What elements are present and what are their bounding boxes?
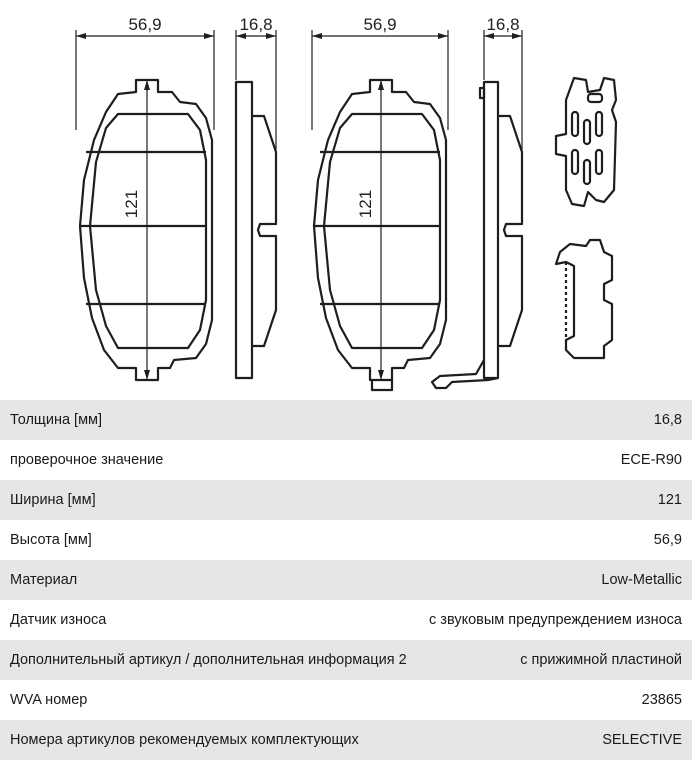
- spec-label: Материал: [10, 572, 78, 588]
- spec-value: с звуковым предупреждением износа: [429, 612, 682, 628]
- dimension-arrows: [76, 33, 522, 380]
- dim-thickness-1: 16,8: [239, 15, 273, 34]
- spec-row-thickness: [0, 400, 692, 440]
- spec-row-additional-info: [0, 640, 692, 680]
- spec-row-height: [0, 520, 692, 560]
- spec-value: 16,8: [653, 412, 682, 428]
- dimension-lines: [76, 30, 522, 380]
- spec-label: Толщина [мм]: [10, 412, 103, 428]
- spec-label: WVA номер: [10, 692, 88, 708]
- spec-value: 23865: [641, 692, 682, 708]
- brake-pad-front-view-2: [314, 80, 446, 390]
- spec-row-wear-sensor: [0, 600, 692, 640]
- dim-thickness-2: 16,8: [486, 15, 520, 34]
- dim-height-2: 121: [356, 189, 375, 219]
- spec-row-wva-number: [0, 680, 692, 720]
- spec-label: Высота [мм]: [10, 532, 92, 548]
- spec-row-test-value: [0, 440, 692, 480]
- spring-clip: [556, 240, 612, 358]
- spec-value: с прижимной пластиной: [520, 652, 682, 668]
- spec-label: Ширина [мм]: [10, 492, 96, 508]
- spec-value: SELECTIVE: [602, 732, 682, 748]
- spec-value: 121: [657, 492, 682, 508]
- spec-value: 56,9: [653, 532, 682, 548]
- brake-pad-side-view-1: [236, 82, 276, 378]
- spec-value: ECE-R90: [620, 452, 682, 468]
- spec-value: Low-Metallic: [601, 572, 682, 588]
- dim-width-1: 56,9: [128, 15, 162, 34]
- spec-row-recommended-parts: [0, 720, 692, 760]
- spec-label: Дополнительный артикул / дополнительная информация 2: [10, 652, 407, 668]
- spec-row-width: [0, 480, 692, 520]
- spec-label: Датчик износа: [10, 612, 107, 628]
- brake-pad-front-view-1: [80, 80, 212, 380]
- spec-row-material: [0, 560, 692, 600]
- spec-table: [0, 400, 692, 760]
- spec-label: проверочное значение: [10, 452, 164, 468]
- dim-width-2: 56,9: [363, 15, 397, 34]
- shim-plate: [556, 78, 616, 206]
- spec-label: Номера артикулов рекомендуемых комплектующих: [10, 732, 359, 748]
- dim-height-1: 121: [122, 189, 141, 219]
